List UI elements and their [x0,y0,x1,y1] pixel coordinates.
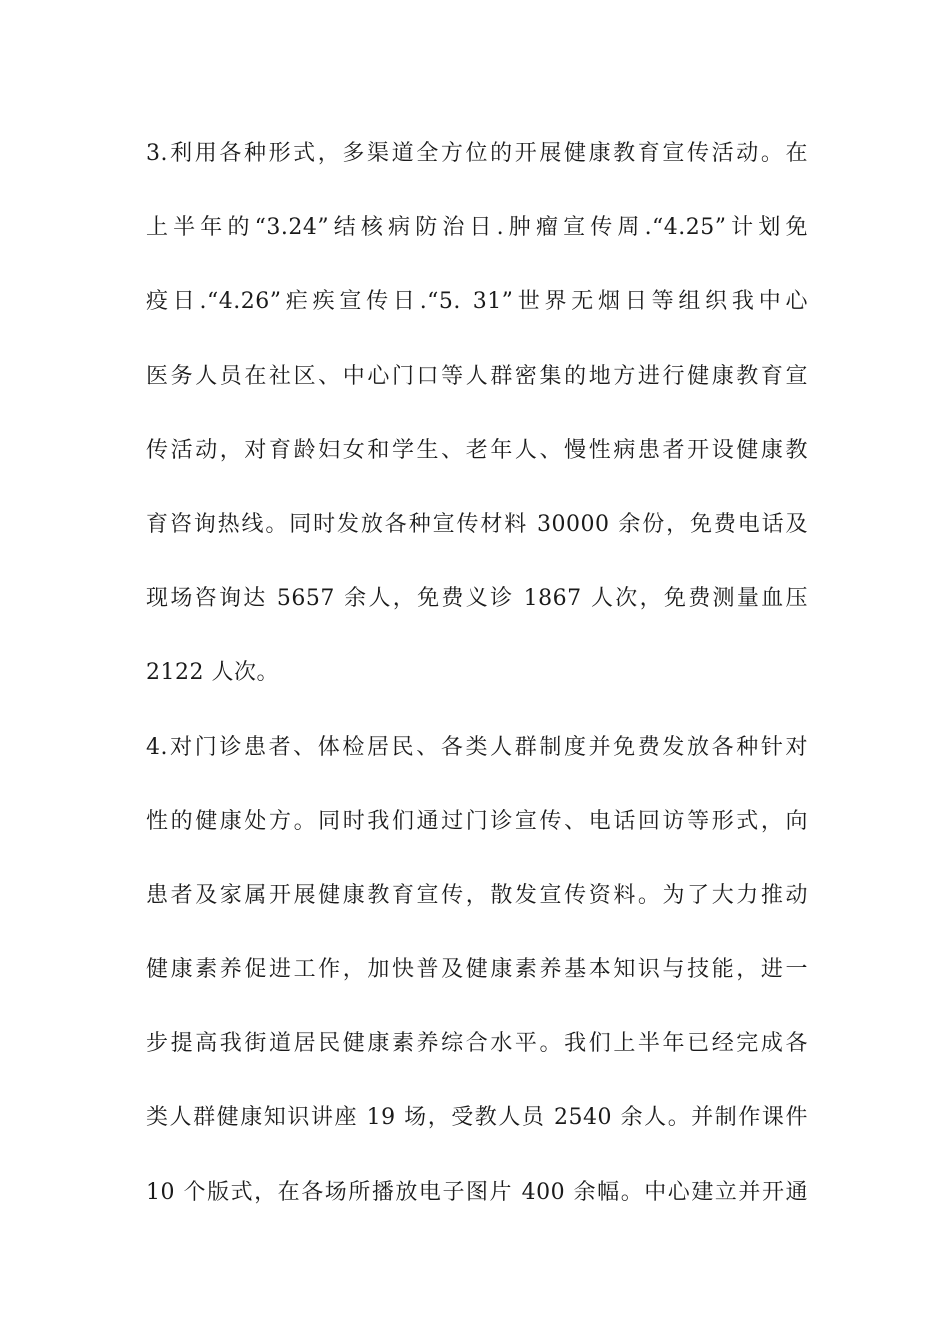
text-line: 疫日.“4.26”疟疾宣传日.“5. 31”世界无烟日等组织我中心 [146,289,808,315]
text-line: 2122 人次。 [146,660,279,686]
text-line: 上半年的“3.24”结核病防治日.肿瘤宣传周.“4.25”计划免 [146,215,808,241]
text-line: 类人群健康知识讲座 19 场，受教人员 2540 余人。并制作课件 [146,1105,808,1131]
text-line: 步提高我街道居民健康素养综合水平。我们上半年已经完成各 [146,1031,808,1057]
document-body [146,132,808,1245]
text-line: 4.对门诊患者、体检居民、各类人群制度并免费发放各种针对 [146,734,808,760]
text-line: 3.利用各种形式，多渠道全方位的开展健康教育宣传活动。在 [146,141,808,166]
text-line: 现场咨询达 5657 余人，免费义诊 1867 人次，免费测量血压 [146,586,808,612]
paragraph-4 [146,726,808,1245]
text-line: 患者及家属开展健康教育宣传，散发宣传资料。为了大力推动 [146,882,808,908]
text-line: 传活动，对育龄妇女和学生、老年人、慢性病患者开设健康教 [146,437,808,463]
text-line: 医务人员在社区、中心门口等人群密集的地方进行健康教育宣 [146,363,808,389]
text-line: 性的健康处方。同时我们通过门诊宣传、电话回访等形式，向 [146,808,808,834]
text-line: 育咨询热线。同时发放各种宣传材料 30000 余份，免费电话及 [146,511,808,537]
paragraph-3 [146,132,808,726]
text-line: 健康素养促进工作，加快普及健康素养基本知识与技能，进一 [146,957,808,983]
text-line: 10 个版式，在各场所播放电子图片 400 余幅。中心建立并开通 [146,1179,808,1205]
